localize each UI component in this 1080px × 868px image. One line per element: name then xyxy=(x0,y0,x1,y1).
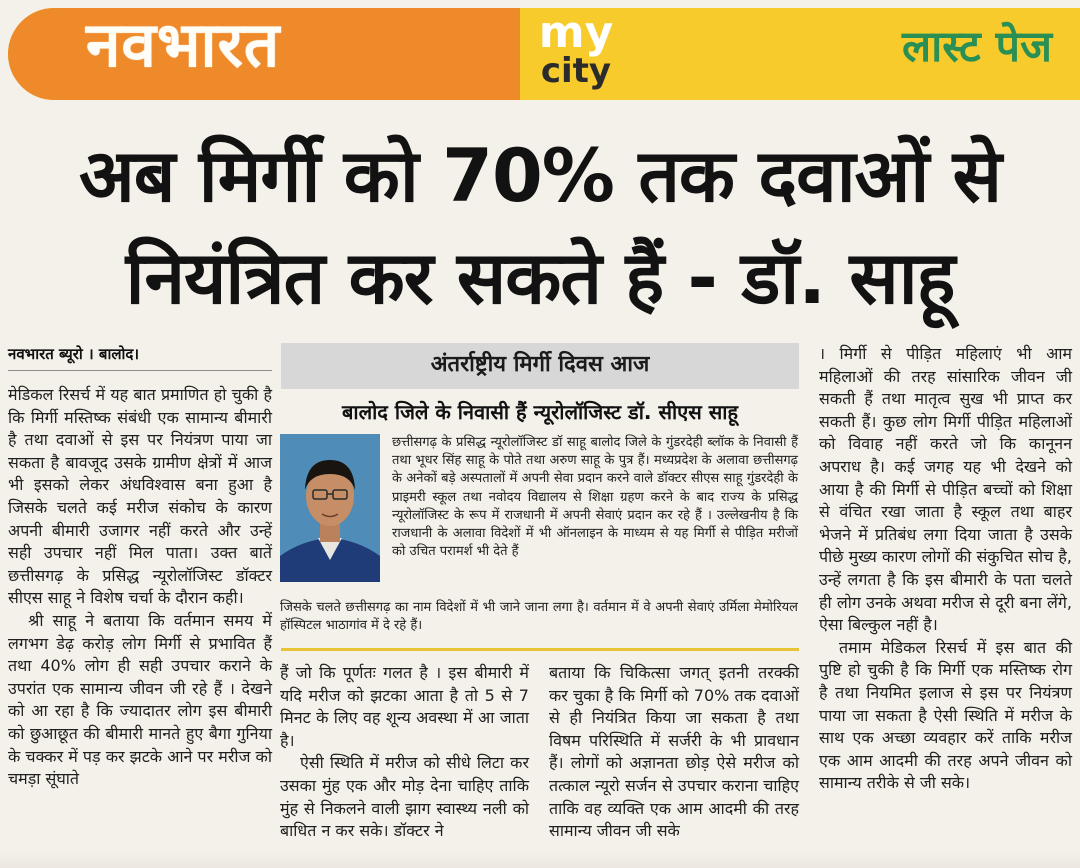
brand-name: नवभारत xyxy=(86,8,281,81)
headline xyxy=(10,126,1070,330)
col3-paragraph-1: बताया कि चिकित्सा जगत् इतनी तरक्की कर चुका है कि मिर्गी को 70% तक दवाओं से ही नियंत्रित किया जा सकता है तथा विषम परिस्थिति में सर्जरी के भी प्रावधान हैं। लोगों को अज्ञानता छोड़ ऐसे मरीज को तत्काल न्यूरो सर्जन से उपचार कराना चाहिए ताकि वह व्यक्ति एक आम आदमी की तरह सामान्य जीवन जी सके xyxy=(549,663,799,841)
col4-paragraph-1: । मिर्गी से पीड़ित महिलाएं भी आम महिलाओं की तरह सांसारिक जीवन जी सकती हैं तथा मातृत्व सुख भी प्राप्त कर सकती हैं। कुछ लोग मिर्गी पीड़ित महिलाओं को विवाह नहीं करते जो कि कानूनन अपराध है। कई जगह यह भी देखने को आया है की मिर्गी से पीड़ित बच्चों को शिक्षा से वंचित रखा जाता है स्कूल तथा बाहर भेजने में प्रतिबंध लगा दिया जाता है उसके पीछे मुख्य कारण लोगों की संकुचित सोच है, उन्हें लगता है कि इस बीमारी के पता चलते ही लोग उनके अथवा मरीज से दूरी बना लेंगे, ऐसा बिल्कुल नहीं है। xyxy=(819,344,1072,635)
sidebar-subtitle: बालोद जिले के निवासी हैं न्यूरोलॉजिस्ट डॉ. सीएस साहू xyxy=(341,400,739,424)
byline-divider xyxy=(8,370,272,371)
page-bottom-edge xyxy=(0,852,1080,868)
sidebar-heading: अंतर्राष्ट्रीय मिर्गी दिवस आज xyxy=(430,352,650,377)
column-4 xyxy=(819,343,1072,795)
mycity-logo-city: city xyxy=(540,51,612,91)
section-divider xyxy=(281,648,799,651)
col1-paragraph-2: श्री साहू ने बताया कि वर्तमान समय में लगभग डेढ़ करोड़ लोग मिर्गी से प्रभावित हैं तथा 40% लोग ही सही उपचार कराने के उपरांत एक सामान्य जीवन जी रहे हैं । देखने को आ रहा है कि ज्यादातर लोग इस बीमारी को छुआछूत की बीमारी मानते हुए बैगा गुनिया के चक्कर में पड़ कर झटके आने पर मरीज को चमड़ा सूंघाते xyxy=(8,610,272,789)
col2-paragraph-2: ऐसी स्थिति में मरीज को सीधे लिटा कर उसका मुंह एक और मोड़ देना चाहिए ताकि मुंह से निकलने वाली झाग स्वास्थ्य नली को बाधित न कर सके। डॉक्टर ने xyxy=(280,753,529,841)
column-1 xyxy=(8,384,272,791)
col2-paragraph-1: हैं जो कि पूर्णतः गलत है । इस बीमारी में यदि मरीज को झटका आता है तो 5 से 7 मिनट के लिए वह शून्य अवस्था में आ जाता है। xyxy=(280,663,529,750)
byline: नवभारत ब्यूरो । बालोद। xyxy=(8,345,140,363)
page-label: लास्ट पेज xyxy=(902,22,1052,72)
mycity-logo-my: my xyxy=(538,7,614,58)
sidebar-text-1: छत्तीसगढ़ के प्रसिद्ध न्यूरोलॉजिस्ट डॉ साहू बालोद जिले के गुंडरदेही ब्लॉक के निवासी हैं तथा भूधर सिंह साहू के पोते तथा अरुण साहू के पुत्र हैं। मध्यप्रदेश के अलावा छत्तीसगढ़ के अनेकों बड़े अस्पतालों में अपनी सेवा प्रदान करने वाले डॉक्टर सीएस साहू गुंडरदेही के प्राइमरी स्कूल तथा नवोदय विद्यालय से शिक्षा ग्रहण करने के बाद राज्य के प्रसिद्ध न्यूरोलॉजिस्ट के रूप में राजधानी में अपनी सेवाएं प्रदान कर रहे हैं । उल्लेखनीय है कि राजधानी के अलावा विदेशों में भी ऑनलाइन के माध्यम से यह मिर्गी से पीड़ित मरीजों को उचित परामर्श भी देते हैं xyxy=(392,435,798,560)
doctor-photo xyxy=(280,434,380,582)
portrait-image xyxy=(280,434,380,582)
headline-line-1: अब मिर्गी को 70% तक दवाओं से xyxy=(78,134,1002,219)
col4-paragraph-2: तमाम मेडिकल रिसर्च में इस बात की पुष्टि हो चुकी है कि मिर्गी एक मस्तिष्क रोग है तथा नियमित इलाज से इस पर नियंत्रण पाया जा सकता है ऐसी स्थिति में मरीज के साथ एक अच्छा व्यवहार करें ताकि मरीज एक आम आदमी की तरह अपने जीवन को सामान्य तरीके से जी सके। xyxy=(819,637,1072,793)
headline-line-2: नियंत्रित कर सकते हैं - डॉ. साहू xyxy=(125,236,955,321)
column-2 xyxy=(280,662,529,843)
column-3 xyxy=(549,662,799,843)
col1-paragraph-1: मेडिकल रिसर्च में यह बात प्रमाणित हो चुकी है कि मिर्गी मस्तिष्क संबंधी एक सामान्य बीमारी है तथा दवाओं से इस पर नियंत्रण पाया जा सकता है बावजूद उसके ग्रामीण क्षेत्रों में आज भी इसको लेकर अंधविश्वास बना हुआ है जिसके चलते कई मरीज संकोच के कारण अपनी बीमारी उजागर नहीं करते और उन्हें सही उपचार नहीं मिल पाता। उक्त बातें छत्तीसगढ़ के प्रसिद्ध न्यूरोलॉजिस्ट डॉक्टर सीएस साहू ने विशेष चर्चा के दौरान कही। xyxy=(8,385,272,608)
sidebar-text-2: जिसके चलते छत्तीसगढ़ का नाम विदेशों में भी जाने जाना लगा है। वर्तमान में वे अपनी सेवाएं उर्मिला मेमोरियल हॉस्पिटल भाठागांव में दे रहे हैं। xyxy=(280,600,798,634)
